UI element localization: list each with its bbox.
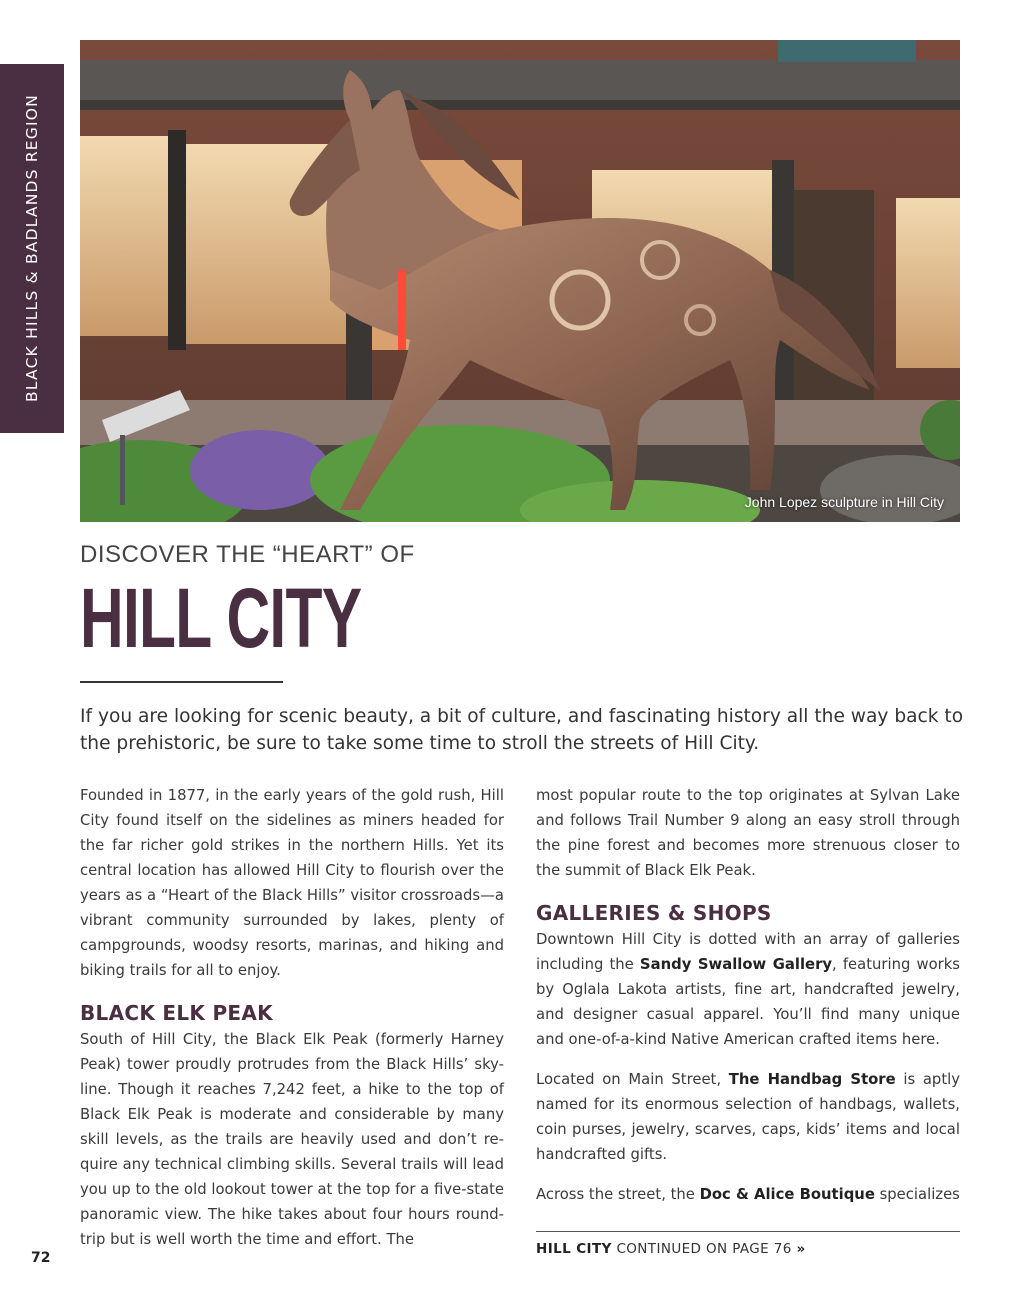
- hero-photo: [80, 40, 960, 522]
- title-divider: [80, 681, 283, 683]
- handbag-store-name: The Handbag Store: [728, 1071, 896, 1088]
- section-heading-black-elk-peak: BLACK ELK PEAK: [80, 1001, 273, 1025]
- black-elk-peak-paragraph: South of Hill City, the Black Elk Peak (formerly Harney Peak) tower proudly protrudes from the Black Hills’ sky-line. Though it reaches 7,242 feet, a hike to the top of Black Elk Peak is moderate and considerable by many skill levels, as the trails are heavily used and don’t re-quire any technical climbing skills. Several trails will lead you up to the old lookout tower at the top for a five-state panoramic view. The hike takes about four hours round-trip but is well worth the time and effort. The: [80, 1031, 504, 1248]
- article-title: HILL CITY: [80, 571, 362, 665]
- boutique-paragraph: Across the street, the Doc & Alice Boutique specializes: [536, 1186, 960, 1203]
- region-label: BLACK HILLS & BADLANDS REGION: [23, 94, 41, 402]
- intro-paragraph: Founded in 1877, in the early years of the gold rush, Hill City found itself on the sidelines as miners headed for the far richer gold strikes in the northern Hills. Yet its central location has allowed Hill City to flourish over the years as a “Heart of the Black Hills” visitor crossroads—a vibrant community surrounded by lakes, plenty of campgrounds, woodsy resorts, marinas, and hiking and biking trails for all to enjoy.: [80, 787, 504, 979]
- right-column: [536, 783, 960, 1207]
- continuation-paragraph: most popular route to the top originates at Sylvan Lake and follows Trail Number 9 along an easy stroll through the pine forest and becomes more strenuous closer to the summit of Black Elk Peak.: [536, 787, 960, 879]
- page-number: 72: [31, 1250, 51, 1266]
- handbag-store-paragraph: Located on Main Street, The Handbag Store is aptly named for its enormous selection of handbags, wallets, coin purses, jewelry, scarves, caps, kids’ items and local handcrafted gifts.: [536, 1071, 960, 1163]
- continued-divider: [536, 1231, 960, 1232]
- galleries-paragraph: Downtown Hill City is dotted with an array of galleries including the Sandy Swallow Gallery, featuring works by Oglala Lakota artists, fine art, handcrafted jewelry, and designer casual apparel. You’ll find many unique and one-of-a-kind Native American crafted items here.: [536, 931, 960, 1048]
- left-column: [80, 783, 504, 1252]
- horse-sculpture-photo: [80, 40, 960, 522]
- photo-caption: John Lopez sculpture in Hill City: [744, 494, 944, 510]
- region-side-tab: [0, 64, 64, 433]
- article-kicker: DISCOVER THE “HEART” OF: [80, 541, 415, 568]
- doc-alice-boutique-name: Doc & Alice Boutique: [699, 1186, 875, 1203]
- sandy-swallow-gallery-name: Sandy Swallow Gallery: [639, 956, 833, 973]
- lead-paragraph: If you are looking for scenic beauty, a bit of culture, and fascinating history all the way back to the prehistoric, be sure to take some time to stroll the streets of Hill City.: [80, 706, 964, 754]
- continued-on-page-note: HILL CITY CONTINUED ON PAGE 76 »: [536, 1241, 806, 1257]
- continue-arrow-icon: »: [796, 1241, 806, 1257]
- section-heading-galleries-shops: GALLERIES & SHOPS: [536, 901, 772, 925]
